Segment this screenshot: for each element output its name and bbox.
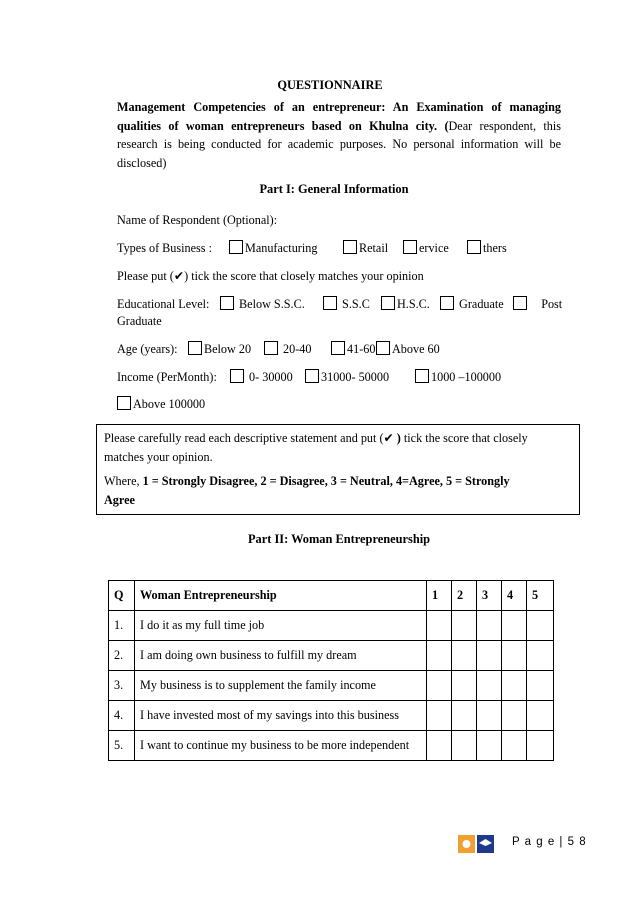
education-label: Educational Level: bbox=[117, 297, 210, 311]
income-option-0-30000[interactable]: 0- 30000 bbox=[230, 369, 293, 385]
part1-heading: Part I: General Information bbox=[259, 182, 409, 196]
instruction-line-2: matches your opinion. bbox=[104, 449, 213, 464]
business-option-retail[interactable]: Retail bbox=[343, 240, 388, 256]
business-option-others[interactable]: thers bbox=[467, 240, 507, 256]
header-score-5: 5 bbox=[527, 581, 554, 611]
respondent-name-label: Name of Respondent (Optional): bbox=[117, 213, 278, 227]
row-statement: My business is to supplement the family income bbox=[135, 671, 427, 701]
checkbox[interactable] bbox=[230, 369, 244, 383]
score-cell[interactable] bbox=[427, 671, 452, 701]
header-statement: Woman Entrepreneurship bbox=[135, 581, 427, 611]
score-cell[interactable] bbox=[452, 701, 477, 731]
income-row bbox=[117, 369, 557, 385]
part2-heading: Part II: Woman Entrepreneurship bbox=[247, 532, 431, 546]
education-wrap-text: Graduate bbox=[117, 314, 162, 328]
check-mark-icon: ✔ bbox=[383, 431, 394, 445]
score-cell[interactable] bbox=[527, 611, 554, 641]
header-q: Q bbox=[109, 581, 135, 611]
business-type-label: Types of Business : bbox=[117, 241, 212, 255]
score-cell[interactable] bbox=[452, 611, 477, 641]
education-option-ssc[interactable]: S.S.C bbox=[323, 296, 370, 312]
age-option-below-20[interactable]: Below 20 bbox=[188, 341, 251, 357]
score-cell[interactable] bbox=[477, 641, 502, 671]
age-option-41-60[interactable]: 41-60 bbox=[331, 341, 375, 357]
checkbox[interactable] bbox=[331, 341, 345, 355]
row-statement: I do it as my full time job bbox=[135, 611, 427, 641]
table-header-row bbox=[109, 581, 554, 611]
instruction-box bbox=[96, 424, 580, 515]
income-option-51000-100000[interactable]: 1000 –100000 bbox=[415, 369, 501, 385]
score-cell[interactable] bbox=[502, 641, 527, 671]
checkbox[interactable] bbox=[229, 240, 243, 254]
score-cell[interactable] bbox=[427, 611, 452, 641]
intro-paragraph bbox=[117, 98, 561, 172]
row-number: 4. bbox=[109, 701, 135, 731]
score-cell[interactable] bbox=[502, 731, 527, 761]
page-number: P a g e | 5 8 bbox=[512, 836, 587, 848]
score-cell[interactable] bbox=[452, 731, 477, 761]
row-number: 1. bbox=[109, 611, 135, 641]
checkbox[interactable] bbox=[381, 296, 395, 310]
age-option-above-60[interactable]: Above 60 bbox=[376, 341, 440, 357]
logo-circle bbox=[463, 840, 471, 848]
education-option-hsc[interactable]: H.S.C. bbox=[381, 296, 430, 312]
checkbox[interactable] bbox=[440, 296, 454, 310]
row-statement: I have invested most of my savings into this business bbox=[135, 701, 427, 731]
instruction-line: Please carefully read each descriptive statement and put (✔ ) tick the score that closely bbox=[104, 431, 528, 445]
checkbox[interactable] bbox=[264, 341, 278, 355]
header-score-2: 2 bbox=[452, 581, 477, 611]
score-cell[interactable] bbox=[502, 671, 527, 701]
score-cell[interactable] bbox=[477, 701, 502, 731]
business-option-manufacturing[interactable]: Manufacturing bbox=[229, 240, 317, 256]
row-number: 2. bbox=[109, 641, 135, 671]
row-number: 5. bbox=[109, 731, 135, 761]
score-cell[interactable] bbox=[527, 671, 554, 701]
score-cell[interactable] bbox=[477, 671, 502, 701]
table-row bbox=[109, 731, 554, 761]
study-title: Management Competencies of an entrepreneur: An Examination of managing qualities of woman entrepreneurs based on Khulna city. bbox=[117, 100, 561, 133]
score-cell[interactable] bbox=[452, 671, 477, 701]
business-option-service[interactable]: ervice bbox=[403, 240, 449, 256]
row-statement: I want to continue my business to be more independent bbox=[135, 731, 427, 761]
table-row bbox=[109, 701, 554, 731]
education-option-below-ssc[interactable]: Below S.S.C. bbox=[220, 296, 305, 312]
income-label: Income (PerMonth): bbox=[117, 370, 217, 384]
questionnaire-title: QUESTIONNAIRE bbox=[277, 78, 383, 92]
header-score-3: 3 bbox=[477, 581, 502, 611]
tick-instruction: Please put (✔) tick the score that closely matches your opinion bbox=[117, 269, 424, 283]
score-cell[interactable] bbox=[502, 611, 527, 641]
score-cell[interactable] bbox=[452, 641, 477, 671]
score-cell[interactable] bbox=[427, 701, 452, 731]
business-type-row bbox=[117, 240, 567, 256]
age-option-20-40[interactable]: 20-40 bbox=[264, 341, 311, 357]
intro-disclaimer: Dear respondent, this research is being conducted for academic purposes. No personal information will be disclosed) bbox=[117, 118, 561, 170]
score-cell[interactable] bbox=[527, 701, 554, 731]
age-label: Age (years): bbox=[117, 342, 178, 356]
checkbox[interactable] bbox=[376, 341, 390, 355]
scale-legend: Where, 1 = Strongly Disagree, 2 = Disagree, 3 = Neutral, 4=Agree, 5 = Strongly bbox=[104, 474, 510, 488]
header-score-4: 4 bbox=[502, 581, 527, 611]
score-cell[interactable] bbox=[477, 611, 502, 641]
header-score-1: 1 bbox=[427, 581, 452, 611]
checkbox[interactable] bbox=[343, 240, 357, 254]
score-cell[interactable] bbox=[427, 641, 452, 671]
scale-legend-wrap: Agree bbox=[104, 492, 135, 507]
checkbox[interactable] bbox=[117, 396, 131, 410]
checkbox[interactable] bbox=[467, 240, 481, 254]
score-cell[interactable] bbox=[427, 731, 452, 761]
table-row bbox=[109, 611, 554, 641]
age-row bbox=[117, 341, 557, 357]
income-option-above-100000[interactable]: Above 100000 bbox=[117, 396, 205, 412]
table-row bbox=[109, 641, 554, 671]
education-option-graduate[interactable]: Graduate bbox=[440, 296, 504, 312]
university-logo-icon bbox=[458, 835, 496, 853]
checkbox[interactable] bbox=[513, 296, 527, 310]
score-cell[interactable] bbox=[527, 731, 554, 761]
checkbox[interactable] bbox=[220, 296, 234, 310]
checkbox[interactable] bbox=[188, 341, 202, 355]
education-option-post-graduate[interactable]: Post bbox=[513, 296, 562, 312]
check-mark-icon: ✔ bbox=[173, 269, 185, 283]
checkbox[interactable] bbox=[403, 240, 417, 254]
row-number: 3. bbox=[109, 671, 135, 701]
checkbox[interactable] bbox=[305, 369, 319, 383]
checkbox[interactable] bbox=[415, 369, 429, 383]
row-statement: I am doing own business to fulfill my dream bbox=[135, 641, 427, 671]
score-cell[interactable] bbox=[477, 731, 502, 761]
paren-open: ( bbox=[444, 118, 449, 133]
checkbox[interactable] bbox=[323, 296, 337, 310]
score-cell[interactable] bbox=[527, 641, 554, 671]
education-row bbox=[117, 296, 562, 312]
income-option-31000-50000[interactable]: 31000- 50000 bbox=[305, 369, 389, 385]
score-cell[interactable] bbox=[502, 701, 527, 731]
table-row bbox=[109, 671, 554, 701]
woman-entrepreneurship-table bbox=[108, 580, 554, 761]
